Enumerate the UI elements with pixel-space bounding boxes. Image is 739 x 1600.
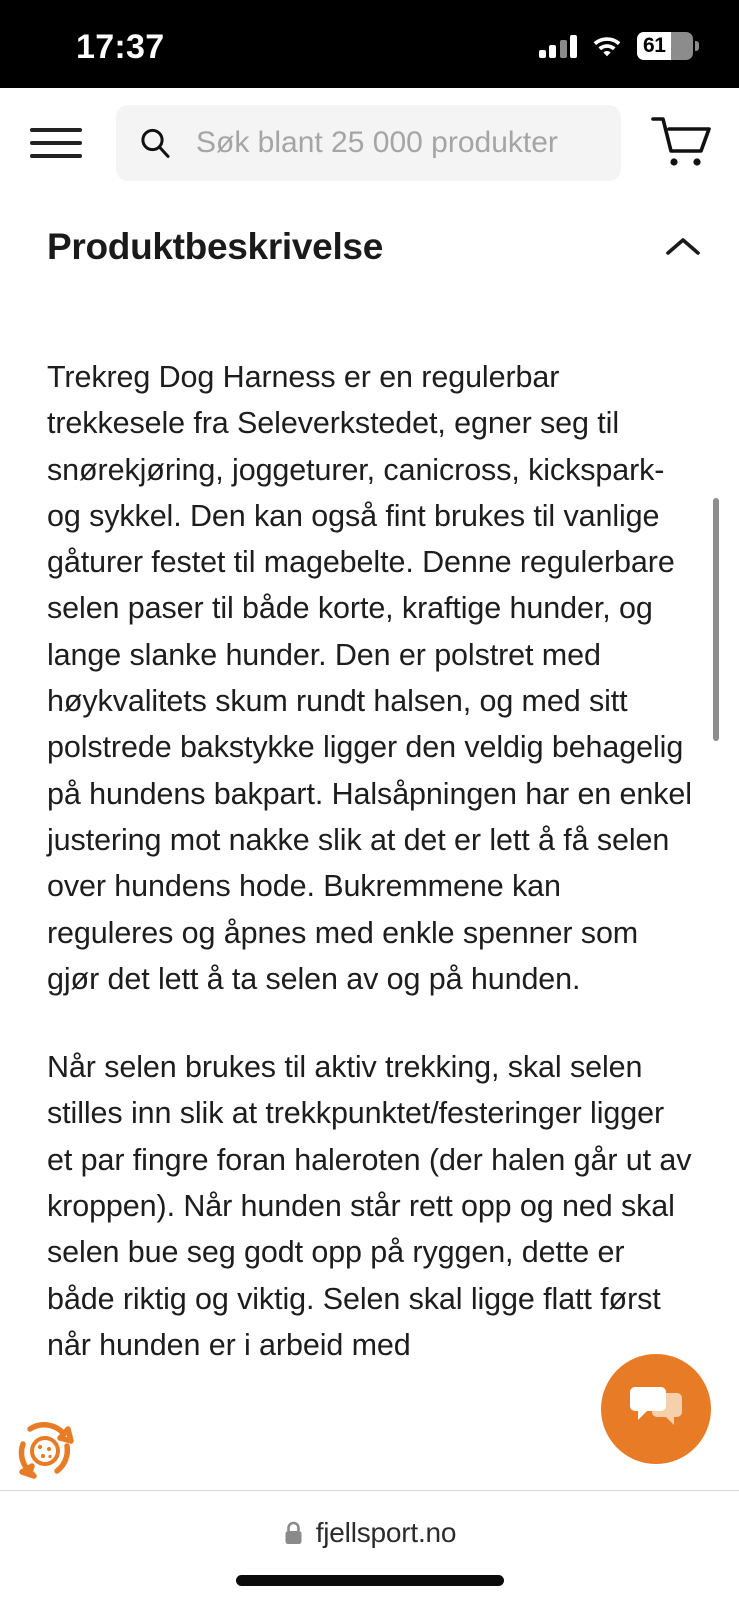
shopping-cart-icon[interactable]: [649, 113, 713, 173]
accordion-header-produktbeskrivelse[interactable]: [0, 198, 739, 268]
page-title: Produktbeskrivelse: [47, 226, 383, 267]
address-bar[interactable]: [283, 1517, 457, 1549]
description-paragraph: Når selen brukes til aktiv trekking, skal selen stilles inn slik at trekkpunktet/festeringer ligger et par fingre foran haleroten (der halen går ut av kroppen). Når hunden står rett opp og ned skal selen bue seg godt opp på ryggen, dette er både riktig og viktig. Selen skal ligge flatt først når hunden er i arbeid med: [47, 1050, 692, 1362]
url-text: fjellsport.no: [315, 1517, 457, 1548]
battery-icon: [637, 32, 693, 60]
chevron-up-icon[interactable]: [663, 234, 703, 260]
search-input[interactable]: [196, 126, 599, 160]
hamburger-bar: [30, 154, 82, 158]
cookie-settings-icon[interactable]: [10, 1416, 80, 1486]
browser-bottom-bar: [0, 1490, 739, 1600]
site-header: [0, 88, 739, 198]
product-description-page: [0, 198, 739, 1520]
wifi-icon: [591, 34, 623, 58]
chat-bubble-icon: [627, 1385, 685, 1433]
status-bar-indicators: [539, 32, 694, 60]
home-indicator[interactable]: [236, 1575, 504, 1586]
hamburger-bar: [30, 128, 82, 132]
lock-icon: [283, 1521, 304, 1546]
battery-percent-label: 61: [643, 34, 666, 57]
cellular-signal-icon: [539, 34, 578, 58]
vertical-scrollbar[interactable]: [713, 498, 719, 741]
search-bar[interactable]: [116, 105, 621, 181]
description-paragraph: Trekreg Dog Harness er en regulerbar trekkesele fra Seleverkstedet, egner seg til snørekjøring, joggeturer, canicross, kickspark- og sykkel. Den kan også fint brukes til vanlige gåturer festet til magebelte. Denne regulerbare selen paser til både korte, kraftige hunder, og lange slanke hunder. Den er polstret med høykvalitets skum rundt halsen, og med sitt polstrede bakstykke ligger den veldig behagelig på hundens bakpart. Halsåpningen har en enkel justering mot nakke slik at det er lett å få selen over hundens hode. Bukremmene kan reguleres og åpnes med enkle spenner som gjør det lett å ta selen av og på hunden.: [47, 360, 692, 996]
search-icon: [138, 126, 172, 160]
description-body: [0, 268, 739, 1368]
status-bar-time: 17:37: [76, 27, 165, 66]
status-bar: [0, 0, 739, 88]
chat-launcher-button[interactable]: [601, 1354, 711, 1464]
hamburger-bar: [30, 141, 82, 145]
hamburger-menu-icon[interactable]: [30, 115, 86, 171]
